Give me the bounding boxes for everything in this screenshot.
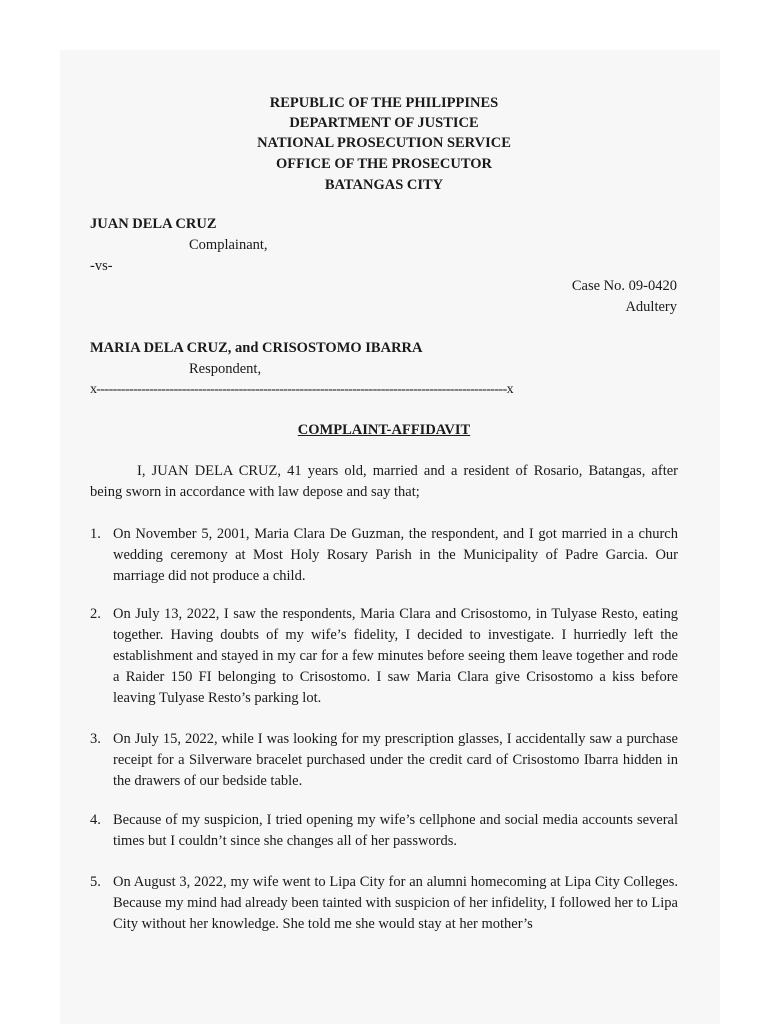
paragraph-text: On July 15, 2022, while I was looking for my prescription glasses, I accidentally saw a purchase receipt for a Silverware bracelet purchased under the credit card of Crisostomo Ibarra hidden in the drawers of our bedside table. [113,731,678,789]
case-number: Case No. 09-0420 [571,278,677,294]
document-title [0,422,768,439]
paragraph-number: 1. [90,526,101,542]
respondent-role: Respondent, [189,361,262,377]
respondent-names: MARIA DELA CRUZ, and CRISOSTOMO IBARRA [90,340,423,356]
paragraph-number: 3. [90,731,101,747]
paragraph-text: On August 3, 2022, my wife went to Lipa City for an alumni homecoming at Lipa City Colleges. Because my mind had already been tainted with suspicion of her infidelity, I followed her to Lipa City without her knowledge. She told me she would stay at her mother’s [113,874,678,932]
paragraph-number: 5. [90,874,101,890]
header-department: DEPARTMENT OF JUSTICE [289,115,479,131]
document-title-text: COMPLAINT-AFFIDAVIT [297,422,471,438]
complainant-role: Complainant, [189,237,268,253]
versus-label: -vs- [90,258,113,274]
header-republic: REPUBLIC OF THE PHILIPPINES [269,95,499,111]
paragraph-number: 2. [90,606,101,622]
header-city: BATANGAS CITY [324,177,444,193]
paragraph-text: Because of my suspicion, I tried opening my wife’s cellphone and social media accounts several times but I couldn’t since she changes all of her passwords. [113,812,678,849]
complainant-name: JUAN DELA CRUZ [90,216,217,232]
paragraph-number: 4. [90,812,101,828]
caption-divider: x-----------------------------------------------------------------------------------------------------x [90,382,514,397]
numbered-paragraph [90,604,678,709]
numbered-paragraph [90,729,678,792]
header-office: OFFICE OF THE PROSECUTOR [275,156,493,172]
paragraph-text: On November 5, 2001, Maria Clara De Guzman, the respondent, and I got married in a church wedding ceremony at Most Holy Rosary Parish in the Municipality of Padre Garcia. Our marriage did not produce a child. [113,526,678,584]
numbered-paragraph [90,810,678,852]
intro-paragraph: I, JUAN DELA CRUZ, 41 years old, married and a resident of Rosario, Batangas, after being sworn in accordance with law depose and say that; [90,463,678,500]
numbered-paragraph [90,524,678,587]
paragraph-text: On July 13, 2022, I saw the respondents, Maria Clara and Crisostomo, in Tulyase Resto, eating together. Having doubts of my wife’s fidelity, I decided to investigate. I hurriedly left the establishment and stayed in my car for a few minutes before seeing them leave together and rode a Raider 150 FI belonging to Crisostomo. I saw Maria Clara give Crisostomo a kiss before leaving Tulyase Resto’s parking lot. [113,606,678,706]
numbered-paragraph [90,872,678,935]
header-prosecution-service: NATIONAL PROSECUTION SERVICE [257,135,511,151]
case-type: Adultery [625,299,677,315]
